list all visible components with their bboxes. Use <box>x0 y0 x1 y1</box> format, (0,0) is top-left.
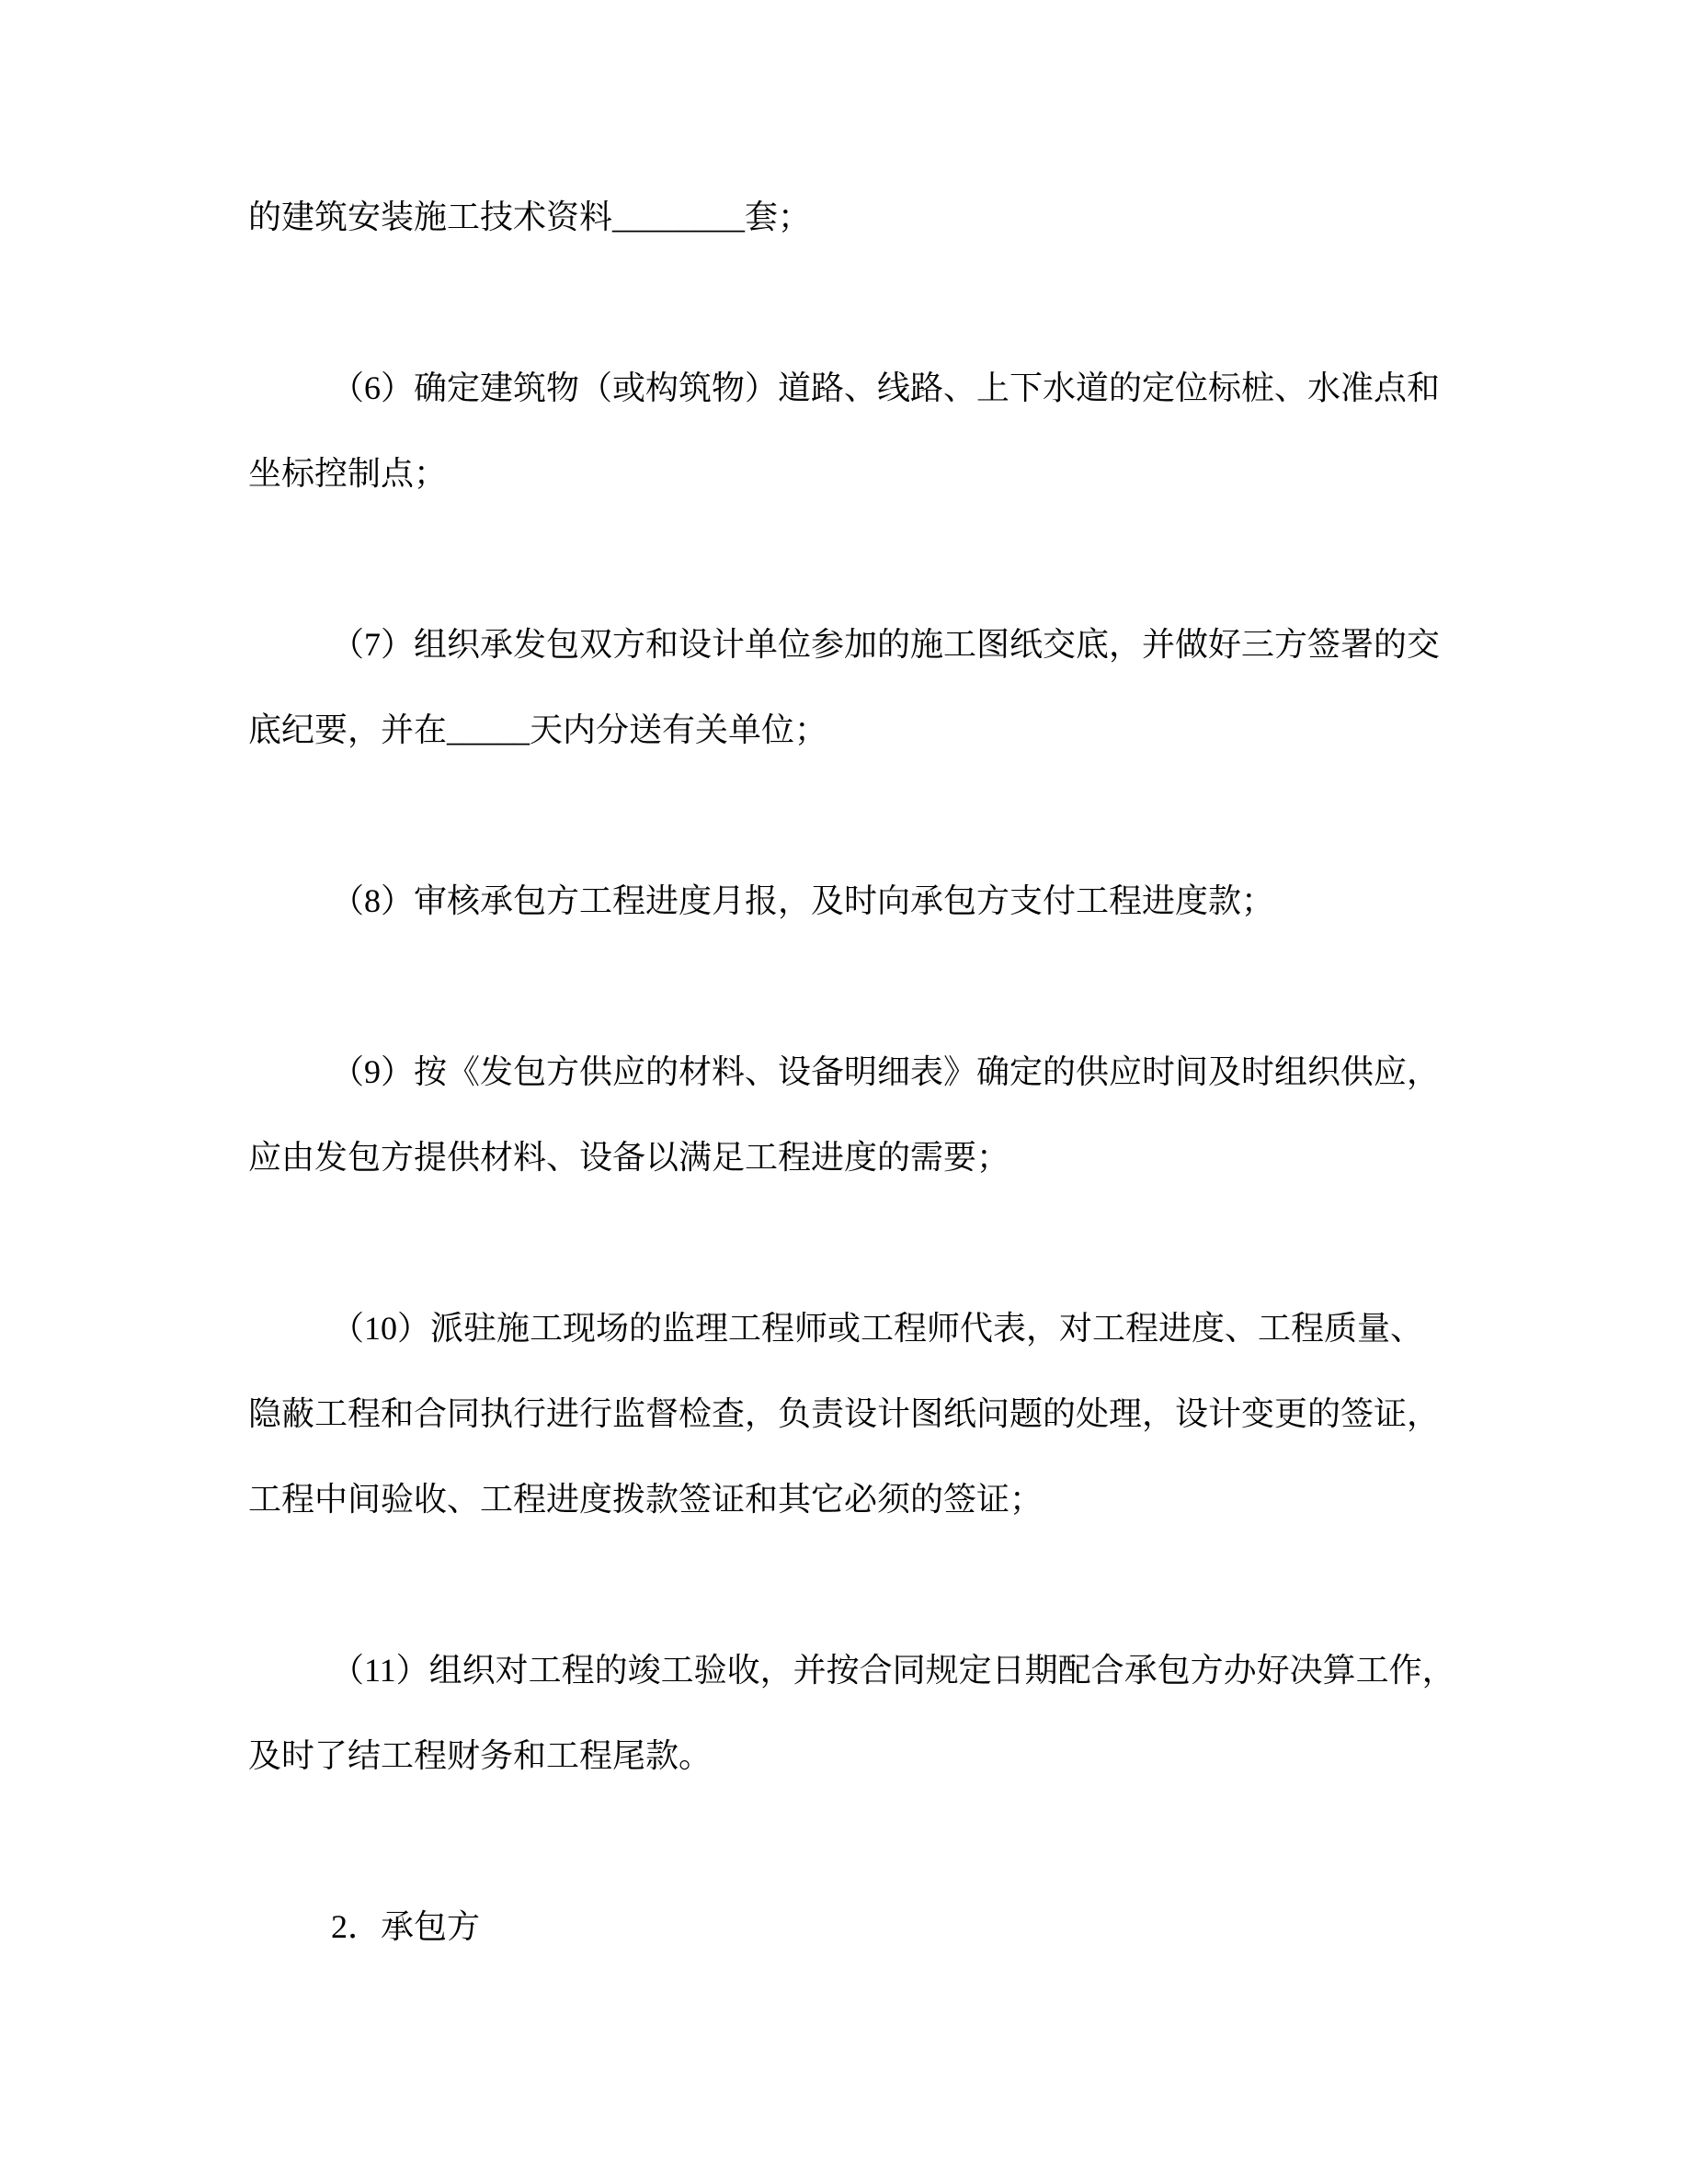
section-heading: 2．承包方 <box>331 1908 481 1945</box>
document-line: 的建筑安装施工技术资料________套； <box>248 199 812 235</box>
paragraph-section-2 <box>248 1884 1458 1970</box>
paragraph-item-11 <box>248 1628 1458 1799</box>
paragraph-continuation <box>248 175 1458 260</box>
paragraph-item-10 <box>248 1286 1458 1542</box>
paragraph-item-9 <box>248 1029 1458 1200</box>
document-line: 工程中间验收、工程进度拨款签证和其它必须的签证； <box>248 1481 1044 1518</box>
paragraph-item-8 <box>248 859 1458 944</box>
document-line: 及时了结工程财务和工程尾款。 <box>248 1737 713 1774</box>
document-line: （7）组织承发包双方和设计单位参加的施工图纸交底，并做好三方签署的交 <box>331 626 1441 663</box>
document-line: 坐标控制点； <box>248 455 448 492</box>
document-line: （6）确定建筑物（或构筑物）道路、线路、上下水道的定位标桩、水准点和 <box>331 370 1441 406</box>
document-line: 应由发包方提供材料、设备以满足工程进度的需要； <box>248 1139 1010 1176</box>
document-line: （10）派驻施工现场的监理工程师或工程师代表，对工程进度、工程质量、 <box>331 1310 1424 1347</box>
document-line: （11）组织对工程的竣工验收，并按合同规定日期配合承包方办好决算工作， <box>331 1652 1455 1689</box>
paragraph-item-7 <box>248 602 1458 773</box>
document-line: 底纪要，并在_____天内分送有关单位； <box>248 711 828 748</box>
paragraph-item-6 <box>248 346 1458 517</box>
document-line: 隐蔽工程和合同执行进行监督检查，负责设计图纸问题的处理，设计变更的签证， <box>248 1395 1441 1432</box>
document-line: （8）审核承包方工程进度月报，及时向承包方支付工程进度款； <box>331 882 1275 919</box>
document-line: （9）按《发包方供应的材料、设备明细表》确定的供应时间及时组织供应， <box>331 1053 1441 1090</box>
